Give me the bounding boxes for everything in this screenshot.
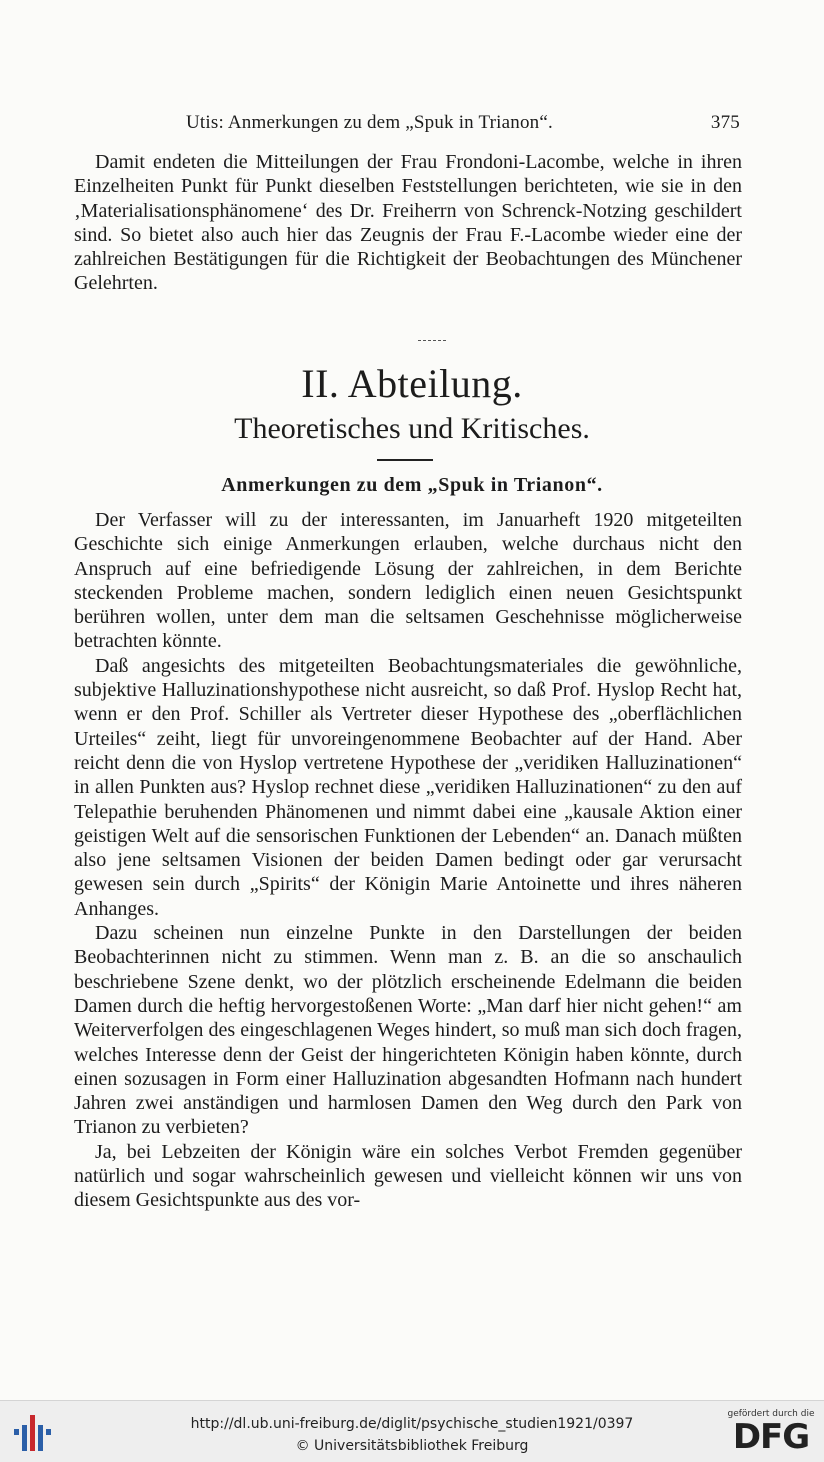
- article-paragraph: Ja, bei Lebzeiten der Königin wäre ein solches Verbot Fremden gegenüber natürlich und sogar wahrscheinlich gewesen und vielleicht können wir uns von diesem Gesichtspunkte aus des vor-: [74, 1140, 742, 1212]
- dfg-logo: DFG: [732, 1417, 810, 1457]
- intro-text-block: [74, 150, 742, 296]
- section-rule: [377, 459, 433, 461]
- funding-label: gefördert durch die: [727, 1409, 815, 1419]
- copyright-text: © Universitätsbibliothek Freiburg: [295, 1438, 529, 1454]
- page-number: 375: [710, 112, 740, 133]
- article-paragraph: Dazu scheinen nun einzelne Punkte in den Darstellungen der beiden Beobachterinnen nicht zu stimmen. Wenn man z. B. an die so anschaulich beschriebene Szene denkt, wo der plötzlich erscheinende Edelmann die beiden Damen durch die heftig hervorgestoßenen Worte: „Man darf hier nicht gehen!“ am Weiterverfolgen des eingeschlagenen Weges hindert, so muß man sich doch fragen, welches Interesse denn der Geist der hingerichteten Königin haben könnte, durch einen sozusagen in Form einer Halluzination abgesandten Hofmann nach hundert Jahren zwei anständigen und harmlosen Damen den Weg durch den Park von Trianon zu verbieten?: [74, 922, 742, 1139]
- section-subtitle: Theoretisches und Kritisches.: [234, 412, 590, 445]
- article-body: [74, 508, 742, 1213]
- separator-mark: [418, 340, 446, 343]
- permalink-url[interactable]: http://dl.ub.uni-freiburg.de/diglit/psychische_studien1921/0397: [190, 1416, 634, 1432]
- article-paragraph: Daß angesichts des mitgeteilten Beobachtungsmateriales die gewöhnliche, subjektive Halluzinationshypothese nicht ausreicht, so daß Prof. Hyslop Recht hat, wenn er den Prof. Schiller als Vertreter dieser Hypothese des „oberflächlichen Urteiles“ zeiht, liegt für unvoreingenommene Beobachter auf der Hand. Aber reicht denn die von Hyslop vertretene Hypothese der „veridiken Halluzinationen“ in allen Punkten aus? Hyslop rechnet diese „veridiken Halluzinationen“ zu den auf Telepathie beruhenden Phänomenen und nimmt dabei eine „kausale Aktion einer geistigen Welt auf die sensorischen Funktionen der Lebenden“ an. Danach müßten also jene seltsamen Visionen der beiden Damen bedingt oder gar verursacht gewesen sein durch „Spirits“ der Königin Marie Antoinette und ihres näheren Anhanges.: [74, 654, 742, 920]
- article-title: Anmerkungen zu dem „Spuk in Trianon“.: [221, 474, 603, 496]
- viewer-footer: [0, 1400, 824, 1462]
- intro-paragraph: Damit endeten die Mitteilungen der Frau Frondoni-Lacombe, welche in ihren Einzelheiten Punkt für Punkt dieselben Feststellungen berichteten, wie sie in den ‚Materialisationsphänomene‘ des Dr. Freiherrn von Schrenck-Notzing geschildert sind. So bietet also auch hier das Zeugnis der Frau F.-Lacombe wieder eine der zahlreichen Bestätigungen für die Richtigkeit der Beobachtungen des Münchener Gelehrten.: [74, 151, 742, 295]
- funder-block: [726, 1409, 816, 1457]
- article-paragraph: Der Verfasser will zu der interessanten, im Januarheft 1920 mitgeteilten Geschichte sich einige Anmerkungen erlauben, welche durchaus nicht den Anspruch auf eine befriedigende Lösung der zahlreichen, in dem Berichte steckenden Probleme machen, sondern lediglich einen neuen Gesichtspunkt berühren wollen, unter dem man die seltsamen Geschehnisse möglicherweise betrachten könnte.: [74, 509, 742, 653]
- section-title: II. Abteilung.: [301, 361, 523, 406]
- running-header-title: Utis: Anmerkungen zu dem „Spuk in Trianon“.: [186, 112, 553, 133]
